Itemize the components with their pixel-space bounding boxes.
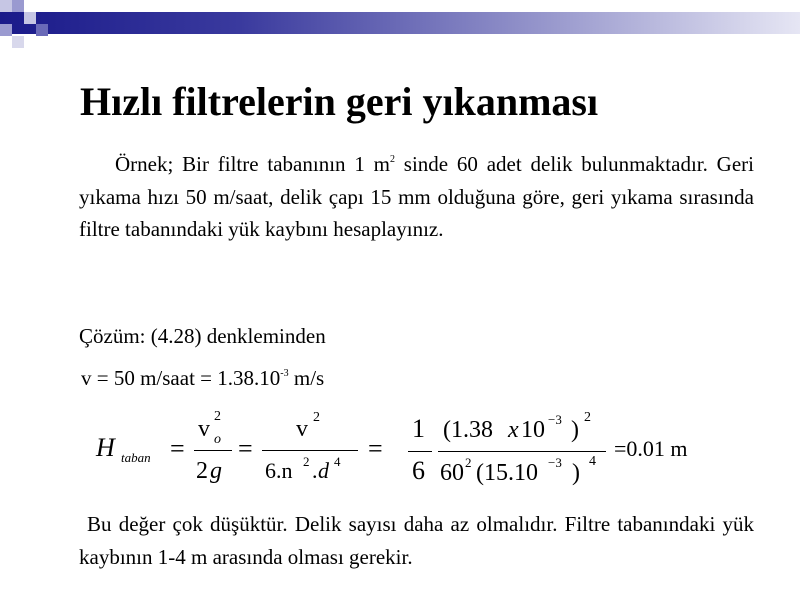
- decor-square: [0, 0, 12, 12]
- decor-square: [24, 12, 36, 24]
- formula-d: d: [318, 458, 329, 483]
- formula-sq: 2: [313, 410, 320, 425]
- formula-sq: 2: [584, 410, 591, 425]
- fraction-bar: [438, 451, 606, 452]
- formula-h-sub: taban: [121, 450, 151, 465]
- conclusion-text: Bu değer çok düşüktür. Delik sayısı daha az olmalıdır. Filtre tabanındaki yük kaybının 1-4 m arasında olması gerekir.: [79, 512, 754, 569]
- formula-exp: −3: [548, 455, 562, 470]
- formula-x: x: [508, 417, 519, 443]
- formula-g: g: [210, 458, 222, 484]
- formula-v: v: [296, 416, 308, 442]
- formula-ten: 10: [521, 417, 545, 443]
- formula-equals: =: [170, 434, 185, 463]
- formula-two: 2: [196, 458, 208, 484]
- formula-sq: 2: [303, 454, 310, 469]
- formula-one: 1: [412, 414, 425, 443]
- formula-num: (1.38: [443, 417, 493, 443]
- formula-sq: 2: [465, 455, 472, 470]
- solution-intro: Çözüm: (4.28) denkleminden: [79, 324, 326, 348]
- decor-square: [36, 24, 48, 36]
- fraction-bar: [408, 451, 432, 452]
- problem-text: Örnek; Bir filtre tabanının 1 $m^2$ sinde 60 adet delik bulunmaktadır. Geri yıkama hızı 50 m/saat, delik çapı 15 mm olduğuna göre, geri yıkama sırasında filtre tabanındaki yük kaybını hesaplayınız.: [79, 152, 754, 241]
- formula-four: 4: [589, 454, 596, 469]
- decor-square: [12, 0, 24, 12]
- formula-sq: 2: [214, 409, 221, 424]
- fraction-bar: [262, 450, 358, 451]
- fraction-bar: [194, 450, 232, 451]
- formula-den: (15.10: [476, 460, 538, 486]
- formula-exp: −3: [548, 412, 562, 427]
- formula-o-sub: o: [214, 432, 221, 447]
- formula-equals: =: [238, 434, 253, 463]
- formula-sixty: 60: [440, 460, 464, 486]
- formula-six: 6: [412, 456, 425, 485]
- velocity-line: v = 50 m/saat = $1.38.10^{-3}$ m/s: [81, 366, 325, 390]
- formula-dot: .: [312, 458, 318, 483]
- formula-paren: ): [572, 460, 580, 486]
- formula-paren: ): [571, 417, 579, 443]
- formula-result: =0.01 m: [614, 436, 688, 461]
- formula-h: H: [96, 433, 115, 462]
- decor-square: [12, 36, 24, 48]
- decor-square: [0, 24, 12, 36]
- formula-den-6n: 6.n: [265, 458, 293, 483]
- formula-four: 4: [334, 454, 341, 469]
- formula-equals: =: [368, 434, 383, 463]
- slide-title: Hızlı filtrelerin geri yıkanması: [80, 79, 599, 124]
- header-band: [0, 12, 800, 34]
- formula-v: v: [198, 416, 210, 442]
